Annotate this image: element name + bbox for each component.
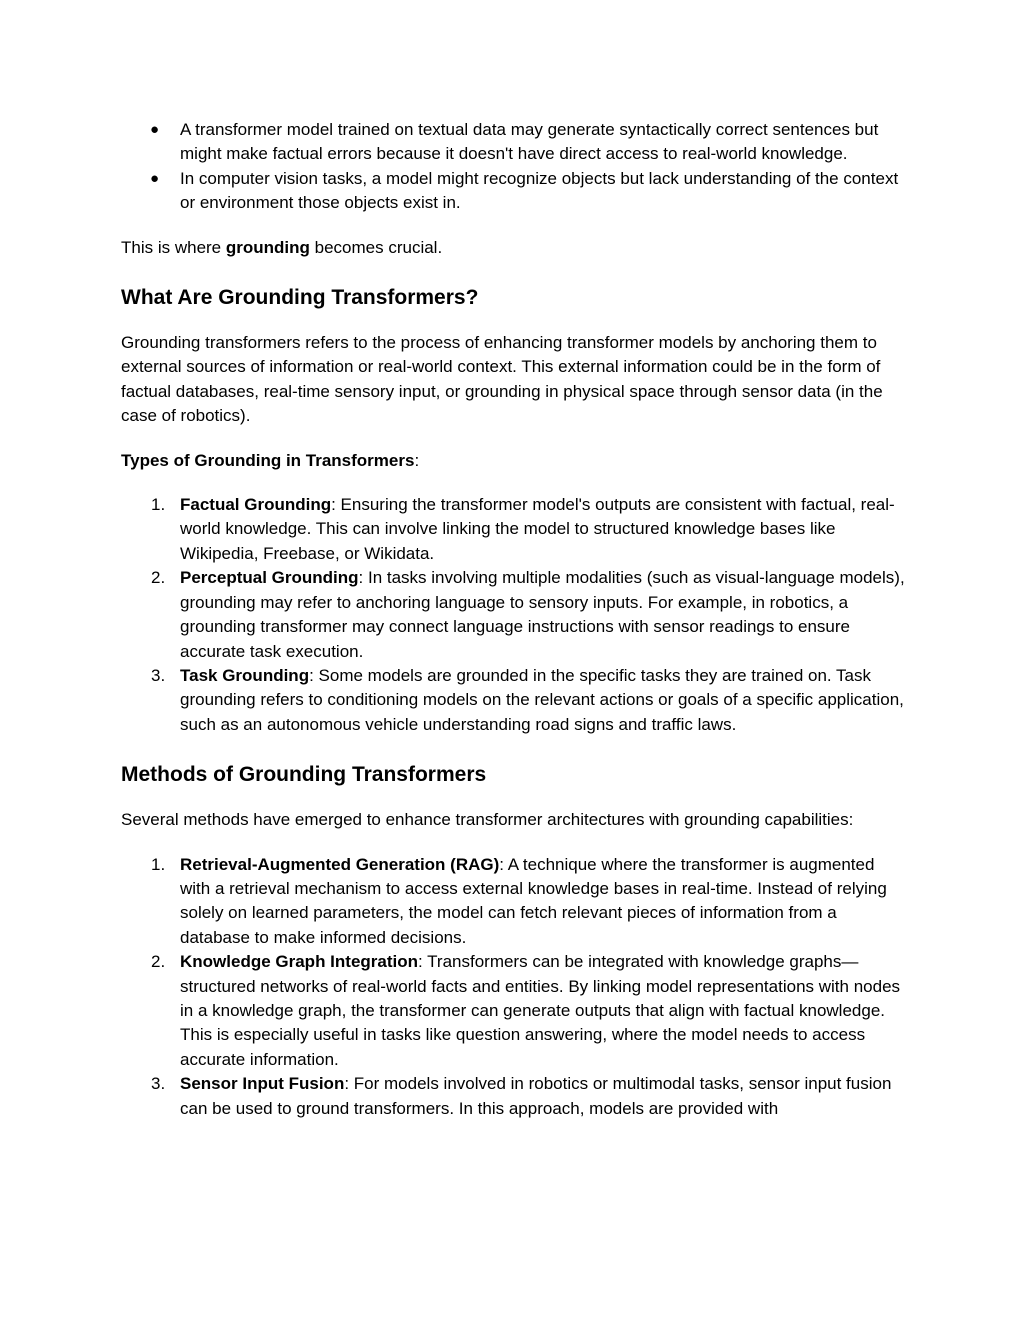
list-item: 3. Sensor Input Fusion: For models involved in robotics or multimodal tasks, sensor input fusion can be used to ground transformers. In this approach, models are provided with	[151, 1074, 892, 1118]
list-item: 3. Task Grounding: Some models are grounded in the specific tasks they are trained on. Task grounding refers to conditioning models on the relevant actions or goals of a specific application, such as an autonomous vehicle understanding road signs and traffic laws.	[151, 665, 904, 734]
types-label: Types of Grounding in Transformers:	[121, 450, 420, 470]
list-item: 1. Retrieval-Augmented Generation (RAG): A technique where the transformer is augmented with a retrieval mechanism to access external knowledge bases in real-time. Instead of relying solely on learned parameters, the model can fetch relevant pieces of information from a database to make informed decisions.	[151, 854, 887, 947]
bullet-item: ● A transformer model trained on textual data may generate syntactically correct sentences but might make factual errors because it doesn't have direct access to real-world knowledge.	[121, 118, 906, 167]
bullet-item: ● In computer vision tasks, a model might recognize objects but lack understanding of the context or environment those objects exist in.	[121, 167, 906, 216]
intro-bullet-list	[121, 118, 906, 216]
section2-paragraph: Several methods have emerged to enhance transformer architectures with grounding capabilities:	[121, 810, 854, 830]
crucial-sentence: This is where grounding becomes crucial.	[121, 237, 443, 257]
list-item: 2. Knowledge Graph Integration: Transformers can be integrated with knowledge graphs—structured networks of real-world facts and entities. By linking model representations with nodes in a knowledge graph, the transformer can generate outputs that align with factual knowledge. This is especially useful in tasks like question answering, where the model needs to access accurate information.	[151, 952, 901, 1069]
section-heading-methods: Methods of Grounding Transformers	[121, 763, 487, 787]
grounding-methods-list	[121, 853, 906, 1121]
grounding-types-list	[121, 493, 906, 737]
document-page	[121, 118, 906, 1121]
list-item: 1. Factual Grounding: Ensuring the transformer model's outputs are consistent with factual, real-world knowledge. This can involve linking the model to structured knowledge bases like Wikipedia, Freebase, or Wikidata.	[151, 495, 895, 563]
section1-paragraph: Grounding transformers refers to the process of enhancing transformer models by anchoring them to external sources of information or real-world context. This external information could be in the form of factual databases, real-time sensory input, or grounding in physical space through sensor data (in the case of robotics).	[121, 333, 883, 426]
list-item: 2. Perceptual Grounding: In tasks involving multiple modalities (such as visual-language models), grounding may refer to anchoring language to sensory inputs. For example, in robotics, a grounding transformer may connect language instructions with sensor readings to ensure accurate task execution.	[151, 568, 905, 661]
grounding-term: grounding	[225, 237, 310, 257]
section-heading-what-are: What Are Grounding Transformers?	[121, 286, 479, 310]
